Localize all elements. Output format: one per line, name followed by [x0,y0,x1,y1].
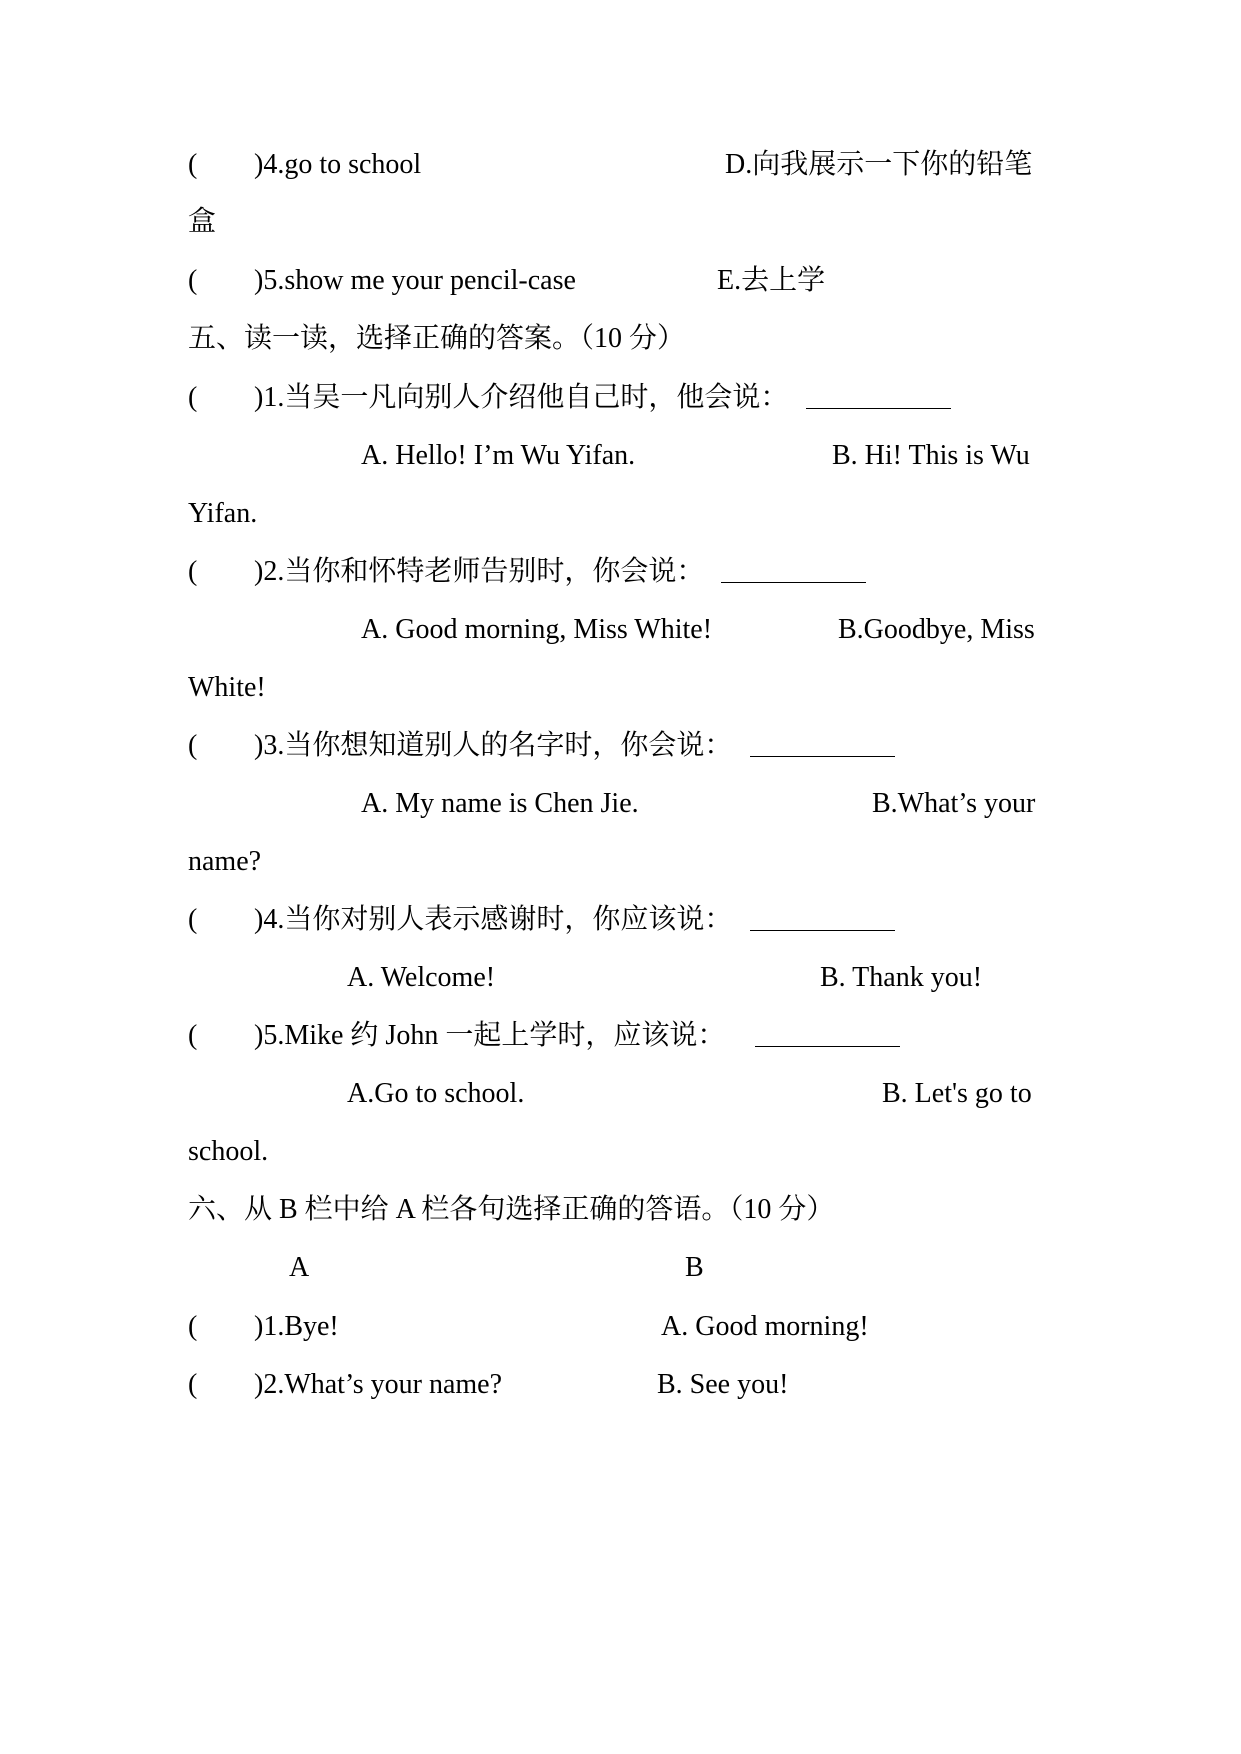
s6-row2-paren: ( [188,1369,198,1400]
s5-q5-option-b: B. Let's go to [882,1078,1032,1109]
s5-q3-stem: )3.当你想知道别人的名字时，你会说： [254,730,733,761]
s5-q1-option-b-wrap: Yifan. [188,498,258,529]
s4-q4-answer: D.向我展示一下你的铅笔 [725,149,1033,180]
s5-q4-option-a: A. Welcome! [347,962,496,993]
s5-q5-paren: ( [188,1020,198,1051]
s5-q5-stem: )5.Mike 约 John 一起上学时，应该说： [254,1020,726,1051]
s5-q3-option-b-wrap: name? [188,846,262,877]
s5-q4-option-b: B. Thank you! [820,962,983,993]
s4-q5-paren: ( [188,265,198,296]
s5-q2-option-a: A. Good morning, Miss White! [361,614,713,645]
s5-q3-paren: ( [188,730,198,761]
s5-heading: 五、读一读，选择正确的答案。（10 分） [188,323,686,354]
s5-q2-paren: ( [188,556,198,587]
s5-q2-answer-blank[interactable] [721,558,866,583]
s6-row1-a: )1.Bye! [254,1311,339,1342]
s4-q5-answer: E.去上学 [717,265,826,296]
s4-q4-text: )4.go to school [254,149,422,180]
s5-q5-option-b-wrap: school. [188,1136,269,1167]
s5-q2-option-b-wrap: White! [188,672,266,703]
s6-row1-paren: ( [188,1311,198,1342]
s6-col-a-header: A [289,1252,310,1283]
s6-col-b-header: B [685,1252,704,1283]
s4-q4-answer-wrap: 盒 [188,206,217,237]
s5-q3-option-b: B.What’s your [872,788,1036,819]
s5-q2-stem: )2.当你和怀特老师告别时，你会说： [254,556,705,587]
s5-q1-option-b: B. Hi! This is Wu [832,440,1030,471]
s5-q3-option-a: A. My name is Chen Jie. [361,788,639,819]
s6-row2-b: B. See you! [657,1369,789,1400]
s5-q5-answer-blank[interactable] [755,1022,900,1047]
s5-q1-option-a: A. Hello! I’m Wu Yifan. [361,440,636,471]
s5-q2-option-b: B.Goodbye, Miss [838,614,1035,645]
s5-q4-answer-blank[interactable] [750,906,895,931]
s6-heading: 六、从 B 栏中给 A 栏各句选择正确的答语。（10 分） [188,1194,835,1225]
s5-q1-paren: ( [188,382,198,413]
s6-row2-a: )2.What’s your name? [254,1369,503,1400]
s5-q4-stem: )4.当你对别人表示感谢时，你应该说： [254,904,733,935]
s5-q3-answer-blank[interactable] [750,732,895,757]
s4-q5-text: )5.show me your pencil-case [254,265,576,296]
s6-row1-b: A. Good morning! [661,1311,869,1342]
s5-q1-answer-blank[interactable] [806,384,951,409]
s5-q1-stem: )1.当吴一凡向别人介绍他自己时，他会说： [254,382,789,413]
s5-q5-option-a: A.Go to school. [347,1078,525,1109]
s5-q4-paren: ( [188,904,198,935]
s4-q4-paren: ( [188,149,198,180]
